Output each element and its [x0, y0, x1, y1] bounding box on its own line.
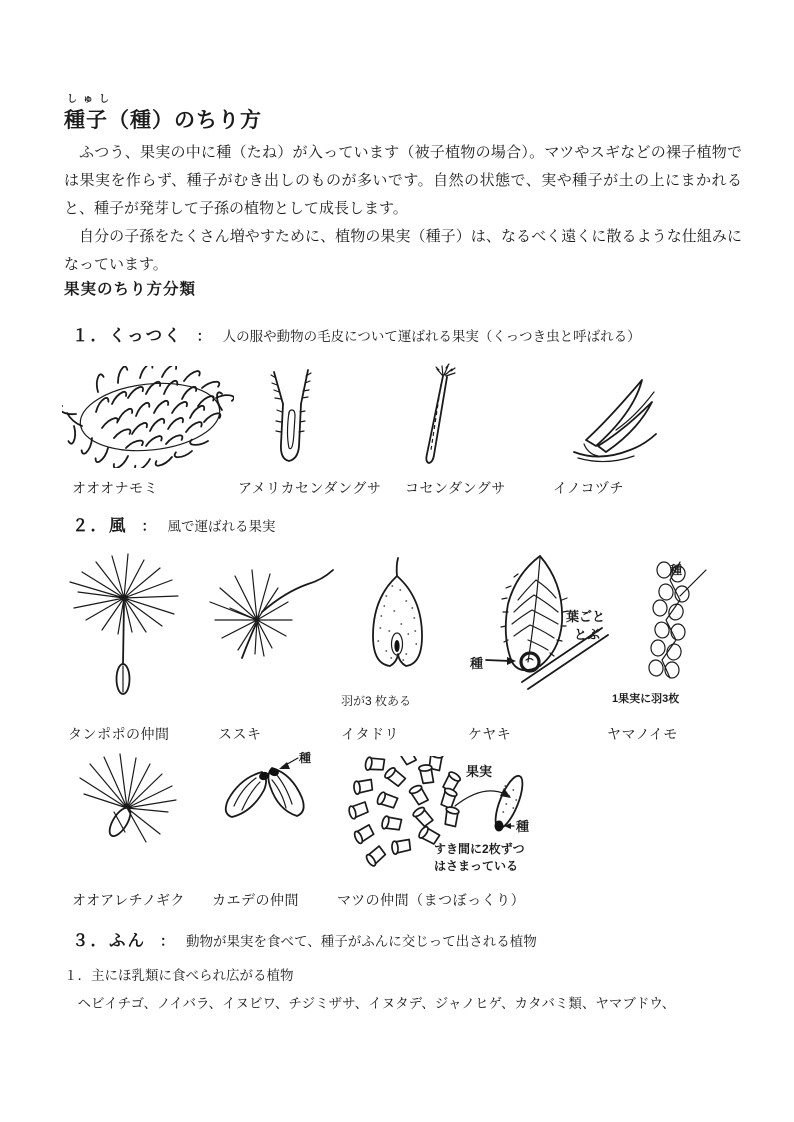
section-1-kuttsuku [72, 322, 641, 346]
section-3-colon: ： [160, 933, 174, 949]
section-2-kaze [72, 512, 276, 536]
illustration-oonamomi-burr [62, 366, 234, 468]
illustration-dandelion [62, 552, 188, 712]
title-rest: （種）のちり方 [108, 109, 262, 132]
yamanoimo-note: 1果実に羽3枚 [612, 693, 680, 705]
fun-subheading: １．主にほ乳類に食べられ広がる植物 [64, 968, 294, 983]
keyaki-note-line2: とぶ [574, 627, 601, 642]
keyaki-note-line1: 葉ごと [566, 609, 606, 624]
illustration-susuki [200, 558, 340, 673]
label-kaede: カエデの仲間 [212, 892, 299, 908]
illustration-oarechinogiku [64, 750, 186, 852]
label-yamanoimo: ヤマノイモ [607, 726, 678, 742]
matsu-note-line2: はさまっている [434, 859, 519, 873]
fun-plant-list: ヘビイチゴ、ノイバラ、イヌビワ、チジミザサ、イヌタデ、ジャノヒゲ、カタバミ類、ヤマブドウ、 [77, 996, 676, 1011]
section-1-name: くっつく [109, 327, 183, 345]
label-kosendangusa: コセンダングサ [405, 480, 506, 496]
section-2-name: 風 [109, 517, 128, 535]
illustration-kosendangusa [395, 362, 475, 470]
section-1-colon: ： [196, 328, 211, 344]
section-1-number: １． [72, 327, 109, 345]
title-furigana: しゅし [67, 94, 115, 105]
label-oonamomi: オオオナモミ [72, 480, 159, 496]
intro-paragraph-1: ふつう、果実の中に種（たね）が入っています（被子植物の場合）。マツやスギなどの裸子植物では果実を作らず、種子がむき出しのものが多いです。自然の状態で、実や種子が土の上にまかれると、種子が発芽して子孫の植物として成長します。 [64, 144, 742, 217]
itadori-note: 羽が3 枚ある [341, 694, 412, 708]
section-2-number: ２． [72, 517, 109, 535]
section-heading: 果実のちり方分類 [64, 281, 197, 298]
matsu-seed-label: 種 [516, 819, 530, 834]
label-matsu: マツの仲間（まつぼっくり） [337, 892, 526, 908]
kaede-seed-label: 種 [299, 751, 312, 765]
section-3-fun [72, 927, 537, 951]
section-3-name: ふん [109, 932, 146, 950]
matsu-note-line1: すき間に2枚ずつ [434, 842, 525, 856]
label-tanpopo: タンポポの仲間 [68, 726, 170, 742]
section-1-desc: 人の服や動物の毛皮について運ばれる果実（くっつき虫と呼ばれる） [222, 329, 641, 344]
section-2-colon: ： [141, 518, 156, 534]
section-3-number: ３． [72, 932, 109, 950]
illustration-itadori [356, 556, 442, 691]
label-inokozuchi: イノコヅチ [553, 480, 624, 496]
label-itadori: イタドリ [341, 726, 399, 742]
page-title [64, 94, 262, 134]
title-main: 種子 [64, 109, 108, 132]
section-3-desc: 動物が果実を食べて、種子がふんに交じって出される植物 [186, 934, 537, 949]
illustration-america-sendangusa [255, 364, 325, 470]
keyaki-seed-label: 種 [470, 656, 484, 671]
matsu-fruit-label: 果実 [466, 764, 493, 779]
illustration-inokozuchi [568, 368, 660, 464]
label-oarechinogiku: オオアレチノギク [72, 892, 186, 908]
intro-paragraph-2: 自分の子孫をたくさん増やすために、植物の果実（種子）は、なるべく遠くに散るような仕組みになっています。 [64, 228, 742, 273]
label-susuki: ススキ [218, 726, 262, 742]
yamanoimo-seed-label: 種 [670, 563, 683, 577]
label-america-sendangusa: アメリカセンダングサ [238, 480, 382, 496]
section-2-desc: 風で運ばれる果実 [167, 519, 276, 534]
label-keyaki: ケヤキ [468, 726, 512, 742]
